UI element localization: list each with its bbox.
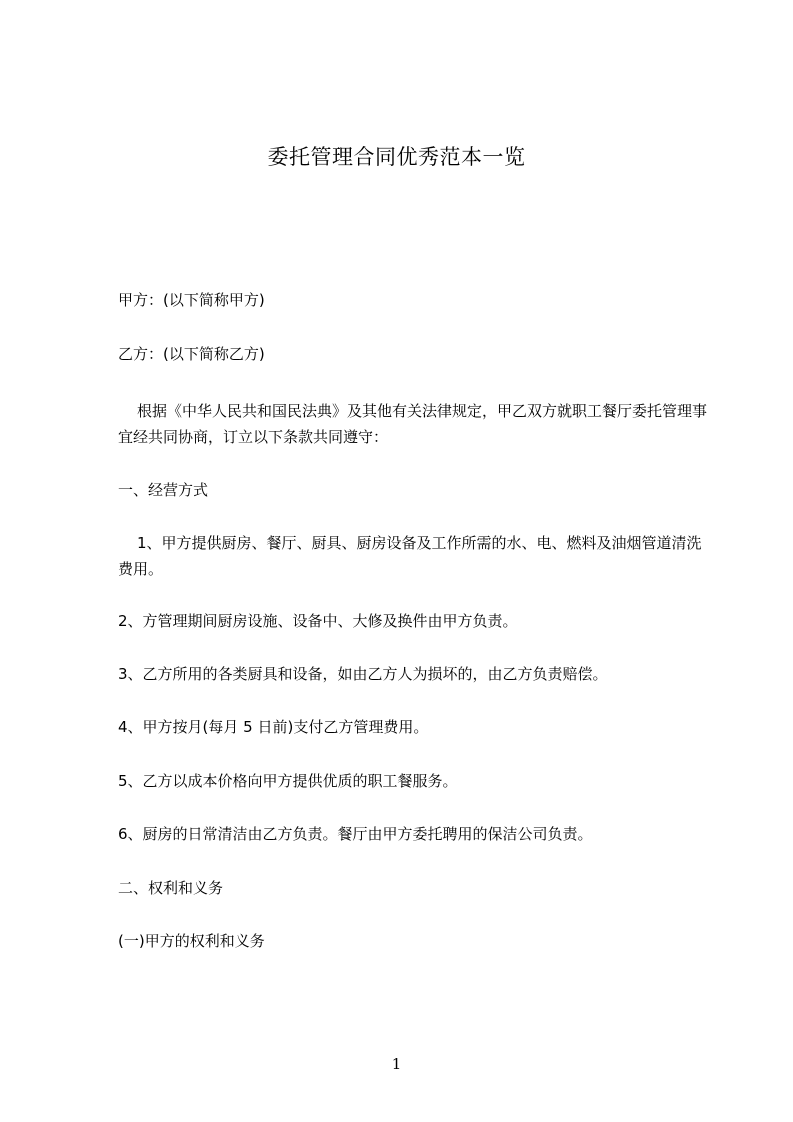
clause-5: 5、乙方以成本价格向甲方提供优质的职工餐服务。 [118, 772, 458, 790]
section-heading-operation: 一、经营方式 [118, 481, 209, 499]
clause-1: 1、甲方提供厨房、餐厅、厨具、厨房设备及工作所需的水、电、燃料及油烟管道清洗费用。 [118, 534, 702, 578]
clause-4: 4、甲方按月(每月 5 日前)支付乙方管理费用。 [118, 718, 429, 736]
clause-3: 3、乙方所用的各类厨具和设备，如由乙方人为损坏的，由乙方负责赔偿。 [118, 665, 608, 683]
clause-2: 2、方管理期间厨房设施、设备中、大修及换件由甲方负责。 [118, 612, 518, 630]
party-b-line: 乙方：(以下简称乙方) [118, 345, 265, 363]
document-title: 委托管理合同优秀范本一览 [267, 145, 526, 169]
page-number: 1 [391, 1055, 402, 1073]
party-a-line: 甲方：(以下简称甲方) [118, 291, 265, 309]
section-heading-rights: 二、权利和义务 [118, 879, 224, 897]
preamble-paragraph: 根据《中华人民共和国民法典》及其他有关法律规定，甲乙双方就职工餐厅委托管理事宜经共同协商，订立以下条款共同遵守： [118, 402, 708, 446]
clause-6: 6、厨房的日常清洁由乙方负责。餐厅由甲方委托聘用的保洁公司负责。 [118, 825, 593, 843]
subsection-heading-party-a: (一)甲方的权利和义务 [118, 932, 265, 950]
